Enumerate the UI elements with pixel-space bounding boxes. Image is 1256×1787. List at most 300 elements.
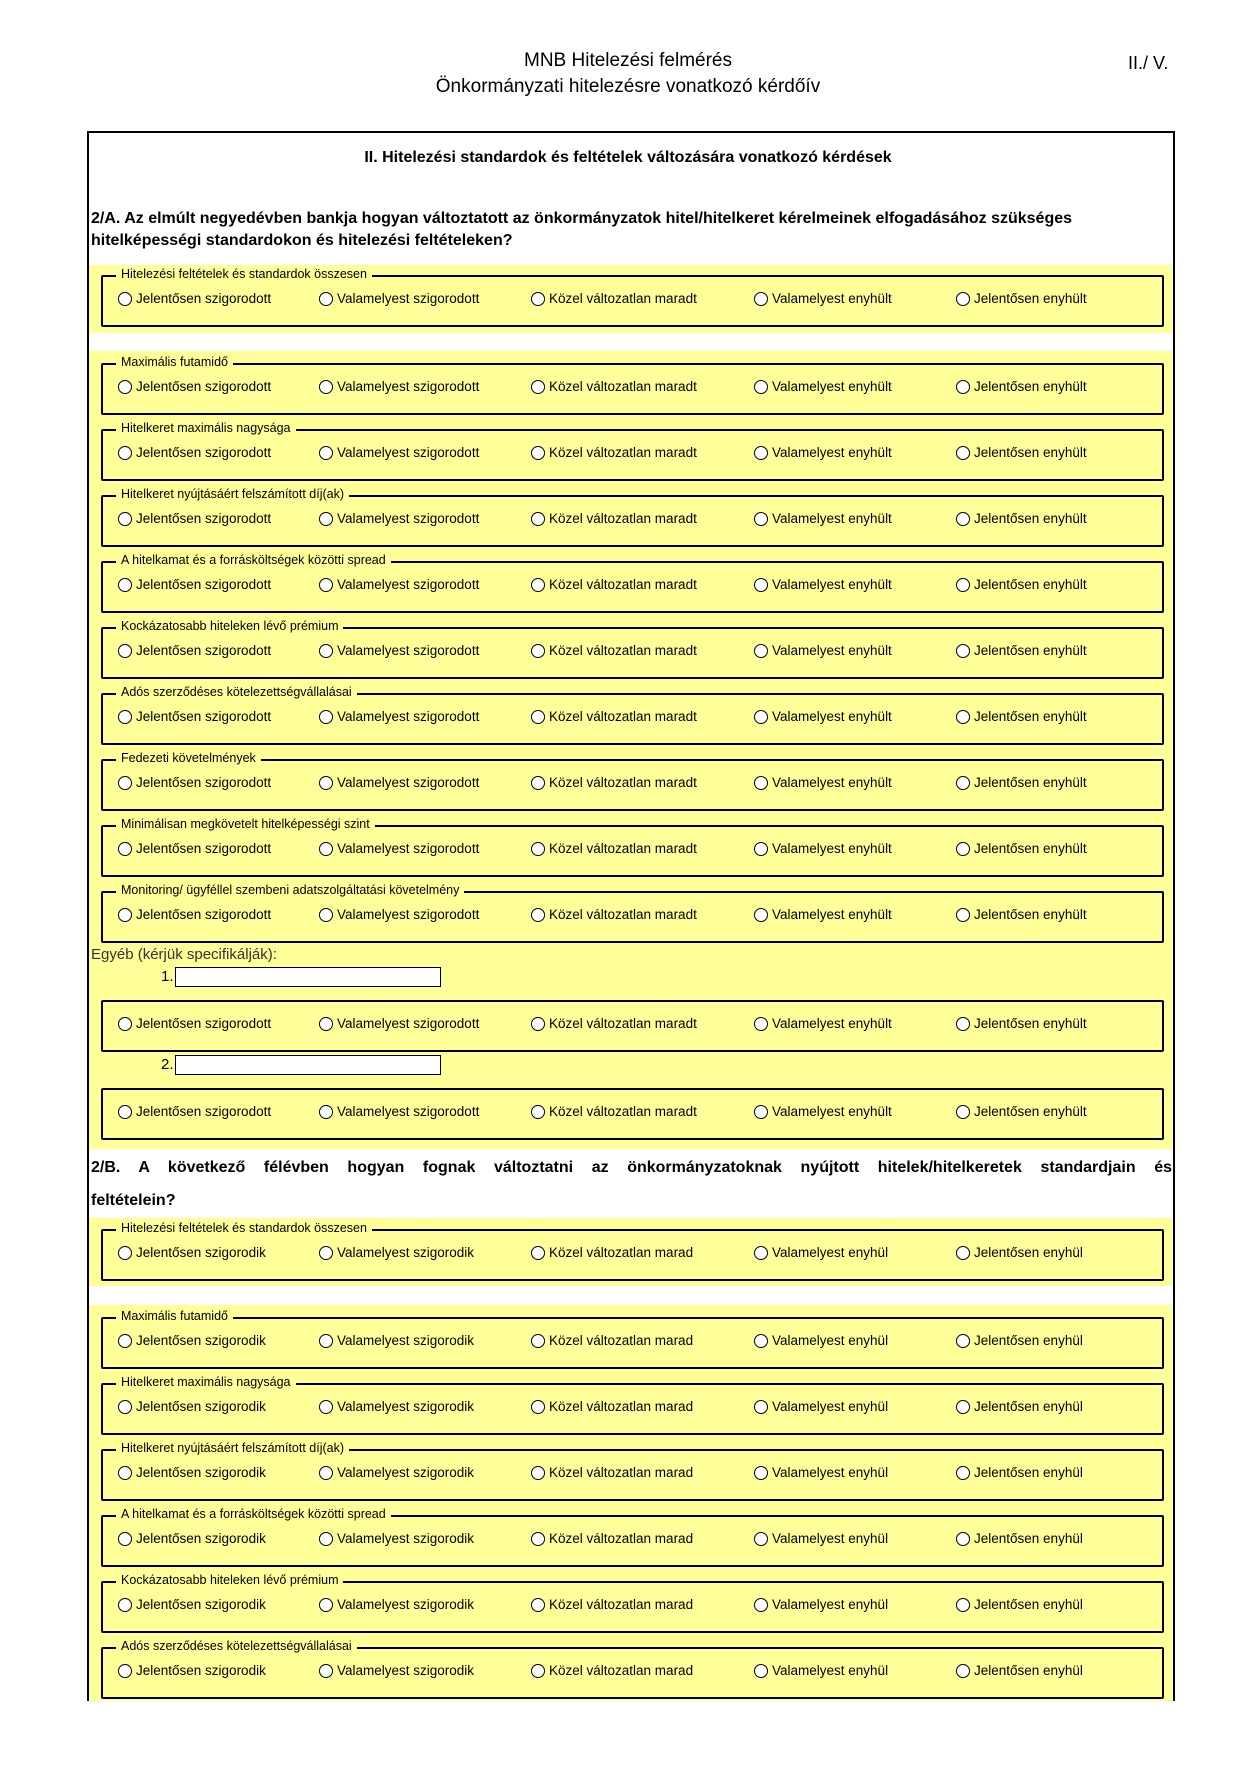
q2a-group-5-label: A hitelkamat és a forrásköltségek közötti spread (116, 553, 391, 567)
q2a-group-1-option-1[interactable] (118, 291, 271, 306)
q2a-group-3-option-3[interactable] (531, 445, 697, 460)
q2a-group-2-option-2[interactable] (319, 379, 479, 394)
q2a-group-5-option-5[interactable] (956, 577, 1087, 592)
q2a-group-3-option-1[interactable] (118, 445, 271, 460)
option-label: Jelentősen enyhült (974, 445, 1087, 460)
q2a-group-8-option-4[interactable] (754, 775, 892, 790)
q2b-group-1-option-4[interactable] (754, 1245, 888, 1260)
q2a-group-6-option-1[interactable] (118, 643, 271, 658)
q2b-group-7-option-5[interactable] (956, 1663, 1083, 1678)
radio-button-icon[interactable] (754, 1664, 768, 1678)
q2a-group-7-label: Adós szerződéses kötelezettségvállalásai (116, 685, 357, 699)
option-label: Valamelyest enyhült (772, 379, 892, 394)
radio-button-icon[interactable] (531, 1466, 545, 1480)
radio-button-icon[interactable] (319, 908, 333, 922)
radio-button-icon[interactable] (956, 644, 970, 658)
other-label: Egyéb (kérjük specifikálják): (91, 946, 277, 963)
option-label: Valamelyest enyhül (772, 1531, 889, 1546)
radio-button-icon[interactable] (531, 1105, 545, 1119)
radio-button-icon[interactable] (319, 578, 333, 592)
q2a-group-6 (101, 619, 1164, 679)
option-label: Jelentősen szigorodik (136, 1465, 266, 1480)
option-label: Jelentősen enyhül (974, 1465, 1083, 1480)
q2b-group-7-option-3[interactable] (531, 1663, 693, 1678)
option-label: Közel változatlan marad (549, 1333, 694, 1348)
q2a-group-4 (101, 487, 1164, 547)
q2a-group-8-option-1[interactable] (118, 775, 271, 790)
radio-button-icon[interactable] (118, 512, 132, 526)
q2a-group-1-option-2[interactable] (319, 291, 479, 306)
radio-button-icon[interactable] (754, 1246, 768, 1260)
q2a-group-7-option-4[interactable] (754, 709, 892, 724)
radio-button-icon[interactable] (319, 842, 333, 856)
question-2a: 2/A. Az elmúlt negyedévben bankja hogyan változtatott az önkormányzatok hitel/hitelkeret kérelmeinek elfogadásához szükséges hitelképességi standardokon és hitelezési feltételeken? (91, 210, 1073, 249)
option-label: Valamelyest szigorodott (337, 291, 480, 306)
radio-button-icon[interactable] (319, 776, 333, 790)
option-label: Jelentősen enyhült (974, 1104, 1087, 1119)
option-label: Valamelyest szigorodik (337, 1663, 475, 1678)
q2b-group-7-option-4[interactable] (754, 1663, 888, 1678)
option-label: Jelentősen szigorodott (136, 643, 272, 658)
radio-button-icon[interactable] (319, 644, 333, 658)
q2a-group-9-option-1[interactable] (118, 841, 271, 856)
option-label: Közel változatlan maradt (549, 577, 697, 592)
radio-button-icon[interactable] (531, 710, 545, 724)
radio-button-icon[interactable] (118, 1105, 132, 1119)
radio-button-icon[interactable] (956, 776, 970, 790)
radio-button-icon[interactable] (956, 1334, 970, 1348)
radio-button-icon[interactable] (956, 1664, 970, 1678)
q2a-group-5-option-3[interactable] (531, 577, 697, 592)
option-label: Közel változatlan maradt (549, 907, 697, 922)
q2a-group-1 (101, 267, 1164, 327)
radio-button-icon[interactable] (319, 1105, 333, 1119)
radio-button-icon[interactable] (531, 908, 545, 922)
q2a-group-2-option-3[interactable] (531, 379, 697, 394)
q2a-group-10-option-5[interactable] (956, 907, 1087, 922)
radio-button-icon[interactable] (531, 578, 545, 592)
option-label: Jelentősen enyhül (974, 1245, 1083, 1260)
radio-button-icon[interactable] (118, 1017, 132, 1031)
q2a-group-4-option-5[interactable] (956, 511, 1087, 526)
option-label: Jelentősen enyhült (974, 379, 1087, 394)
option-label: Valamelyest enyhült (772, 445, 892, 460)
q2a-other-group-1-option-4[interactable] (754, 1016, 892, 1031)
radio-button-icon[interactable] (118, 1334, 132, 1348)
radio-button-icon[interactable] (754, 578, 768, 592)
option-label: Jelentősen szigorodik (136, 1333, 266, 1348)
option-label: Valamelyest enyhül (772, 1245, 889, 1260)
option-label: Valamelyest enyhült (772, 775, 892, 790)
option-label: Közel változatlan marad (549, 1663, 694, 1678)
q2a-group-5-option-4[interactable] (754, 577, 892, 592)
radio-button-icon[interactable] (754, 644, 768, 658)
option-label: Jelentősen szigorodik (136, 1663, 266, 1678)
q2a-group-10-option-3[interactable] (531, 907, 697, 922)
radio-button-icon[interactable] (319, 1598, 333, 1612)
q2a-other-group-2-option-1[interactable] (118, 1104, 271, 1119)
q2b-group-6-option-3[interactable] (531, 1597, 693, 1612)
option-label: Valamelyest enyhült (772, 907, 892, 922)
radio-button-icon[interactable] (531, 1400, 545, 1414)
radio-button-icon[interactable] (118, 446, 132, 460)
q2a-other-group-2-option-5[interactable] (956, 1104, 1087, 1119)
q2b-group-3-option-3[interactable] (531, 1399, 693, 1414)
option-label: Valamelyest szigorodik (337, 1531, 475, 1546)
q2a-group-8-label: Fedezeti követelmények (116, 751, 261, 765)
option-label: Valamelyest enyhült (772, 511, 892, 526)
q2a-group-6-option-5[interactable] (956, 643, 1087, 658)
radio-button-icon[interactable] (118, 710, 132, 724)
q2a-group-6-option-2[interactable] (319, 643, 479, 658)
radio-button-icon[interactable] (956, 842, 970, 856)
radio-button-icon[interactable] (956, 908, 970, 922)
q2a-group-6-label: Kockázatosabb hiteleken lévő prémium (116, 619, 343, 633)
option-label: Jelentősen enyhül (974, 1663, 1083, 1678)
radio-button-icon[interactable] (531, 776, 545, 790)
q2a-other-group-2 (101, 1088, 1164, 1140)
q2a-group-3 (101, 421, 1164, 481)
option-label: Valamelyest szigorodott (337, 775, 480, 790)
option-label: Valamelyest szigorodott (337, 841, 480, 856)
q2b-group-5-option-4[interactable] (754, 1531, 888, 1546)
radio-button-icon[interactable] (118, 1532, 132, 1546)
option-label: Jelentősen szigorodik (136, 1597, 266, 1612)
question-2b: 2/B. A következő félévben hogyan fognak változtatni az önkormányzatoknak nyújtott hitelek/hitelkeretek standardjain és (91, 1159, 1172, 1176)
q2a-group-1-option-4[interactable] (754, 291, 892, 306)
q2b-group-7-option-1[interactable] (118, 1663, 266, 1678)
radio-button-icon[interactable] (956, 1105, 970, 1119)
radio-button-icon[interactable] (319, 1017, 333, 1031)
radio-button-icon[interactable] (956, 1400, 970, 1414)
q2b-group-5-label: A hitelkamat és a forrásköltségek közötti spread (116, 1507, 391, 1521)
radio-button-icon[interactable] (754, 512, 768, 526)
radio-button-icon[interactable] (956, 292, 970, 306)
q2a-group-2-option-5[interactable] (956, 379, 1087, 394)
radio-button-icon[interactable] (531, 446, 545, 460)
option-label: Valamelyest szigorodott (337, 907, 480, 922)
radio-button-icon[interactable] (531, 512, 545, 526)
radio-button-icon[interactable] (531, 1532, 545, 1546)
q2b-group-7-option-2[interactable] (319, 1663, 474, 1678)
q2b-group-3-option-5[interactable] (956, 1399, 1083, 1414)
q2a-other-group-2-option-3[interactable] (531, 1104, 697, 1119)
radio-button-icon[interactable] (118, 644, 132, 658)
q2a-group-4-label: Hitelkeret nyújtásáért felszámított díj(ak) (116, 487, 349, 501)
option-label: Közel változatlan marad (549, 1245, 694, 1260)
radio-button-icon[interactable] (956, 1532, 970, 1546)
q2b-group-2-option-1[interactable] (118, 1333, 266, 1348)
radio-button-icon[interactable] (319, 1334, 333, 1348)
option-label: Közel változatlan maradt (549, 1016, 697, 1031)
option-label: Jelentősen enyhült (974, 511, 1087, 526)
q2a-other-group-1-option-5[interactable] (956, 1016, 1087, 1031)
option-label: Jelentősen enyhült (974, 1016, 1087, 1031)
radio-button-icon[interactable] (118, 908, 132, 922)
option-label: Valamelyest enyhül (772, 1597, 889, 1612)
radio-button-icon[interactable] (118, 1598, 132, 1612)
radio-button-icon[interactable] (956, 1466, 970, 1480)
option-label: Valamelyest szigorodott (337, 1016, 480, 1031)
q2b-group-1-option-5[interactable] (956, 1245, 1083, 1260)
q2b-group-2-option-2[interactable] (319, 1333, 474, 1348)
option-label: Valamelyest szigorodik (337, 1333, 475, 1348)
radio-button-icon[interactable] (956, 1246, 970, 1260)
q2a-group-3-option-2[interactable] (319, 445, 479, 460)
option-label: Valamelyest szigorodott (337, 1104, 480, 1119)
q2a-group-10-option-2[interactable] (319, 907, 479, 922)
radio-button-icon[interactable] (754, 1334, 768, 1348)
option-label: Jelentősen enyhült (974, 841, 1087, 856)
q2a-group-2-option-1[interactable] (118, 379, 271, 394)
q2b-group-5-option-3[interactable] (531, 1531, 693, 1546)
q2a-group-5-option-2[interactable] (319, 577, 479, 592)
q2b-group-3-option-1[interactable] (118, 1399, 266, 1414)
q2b-group-6-label: Kockázatosabb hiteleken lévő prémium (116, 1573, 343, 1587)
radio-button-icon[interactable] (754, 380, 768, 394)
radio-button-icon[interactable] (319, 446, 333, 460)
q2a-group-9-option-5[interactable] (956, 841, 1087, 856)
radio-button-icon[interactable] (754, 1105, 768, 1119)
q2b-group-4-label: Hitelkeret nyújtásáért felszámított díj(ak) (116, 1441, 349, 1455)
radio-button-icon[interactable] (531, 292, 545, 306)
q2a-group-6-option-4[interactable] (754, 643, 892, 658)
q2a-group-8-option-2[interactable] (319, 775, 479, 790)
q2a-other-group-2-option-4[interactable] (754, 1104, 892, 1119)
option-label: Valamelyest szigorodik (337, 1399, 475, 1414)
option-label: Közel változatlan marad (549, 1597, 694, 1612)
radio-button-icon[interactable] (319, 1466, 333, 1480)
q2a-group-3-option-4[interactable] (754, 445, 892, 460)
option-label: Jelentősen enyhült (974, 291, 1087, 306)
q2b-group-3-option-4[interactable] (754, 1399, 888, 1414)
option-label: Jelentősen szigorodott (136, 511, 272, 526)
q2a-group-6-option-3[interactable] (531, 643, 697, 658)
radio-button-icon[interactable] (118, 1246, 132, 1260)
q2a-group-7-option-1[interactable] (118, 709, 271, 724)
q2b-group-2-option-4[interactable] (754, 1333, 888, 1348)
option-label: Jelentősen szigorodott (136, 1016, 272, 1031)
q2b-group-1-option-2[interactable] (319, 1245, 474, 1260)
q2a-group-9-option-2[interactable] (319, 841, 479, 856)
option-label: Jelentősen enyhült (974, 643, 1087, 658)
option-label: Valamelyest enyhült (772, 1104, 892, 1119)
q2b-group-3 (101, 1375, 1164, 1435)
q2b-group-4-option-1[interactable] (118, 1465, 266, 1480)
option-label: Valamelyest enyhült (772, 709, 892, 724)
radio-button-icon[interactable] (319, 1664, 333, 1678)
option-label: Jelentősen szigorodik (136, 1245, 266, 1260)
option-label: Közel változatlan maradt (549, 841, 697, 856)
radio-button-icon[interactable] (319, 710, 333, 724)
radio-button-icon[interactable] (118, 842, 132, 856)
survey-title: MNB Hitelezési felmérés (524, 50, 732, 71)
radio-button-icon[interactable] (319, 380, 333, 394)
radio-button-icon[interactable] (319, 512, 333, 526)
radio-button-icon[interactable] (956, 1017, 970, 1031)
option-label: Valamelyest enyhül (772, 1399, 889, 1414)
q2b-group-6-option-5[interactable] (956, 1597, 1083, 1612)
radio-button-icon[interactable] (319, 1246, 333, 1260)
q2b-group-1-option-3[interactable] (531, 1245, 693, 1260)
option-label: Valamelyest szigorodik (337, 1465, 475, 1480)
q2b-group-5-option-5[interactable] (956, 1531, 1083, 1546)
q2b-group-5-option-2[interactable] (319, 1531, 474, 1546)
q2a-group-3-option-5[interactable] (956, 445, 1087, 460)
option-label: Jelentősen enyhül (974, 1333, 1083, 1348)
q2a-group-8-option-5[interactable] (956, 775, 1087, 790)
radio-button-icon[interactable] (118, 292, 132, 306)
q2a-group-10-option-4[interactable] (754, 907, 892, 922)
radio-button-icon[interactable] (754, 1598, 768, 1612)
option-label: Jelentősen szigorodott (136, 907, 272, 922)
option-label: Jelentősen szigorodott (136, 445, 272, 460)
q2a-group-4-option-2[interactable] (319, 511, 479, 526)
radio-button-icon[interactable] (118, 380, 132, 394)
option-label: Valamelyest szigorodott (337, 577, 480, 592)
radio-button-icon[interactable] (531, 1017, 545, 1031)
section-title: II. Hitelezési standardok és feltételek változására vonatkozó kérdések (364, 149, 892, 166)
option-label: Közel változatlan maradt (549, 379, 697, 394)
q2b-group-2-option-3[interactable] (531, 1333, 693, 1348)
option-label: Jelentősen szigorodott (136, 709, 272, 724)
q2b-group-1-label: Hitelezési feltételek és standardok összesen (116, 1221, 372, 1235)
radio-button-icon[interactable] (118, 578, 132, 592)
q2a-group-7-option-3[interactable] (531, 709, 697, 724)
option-label: Jelentősen enyhült (974, 577, 1087, 592)
q2b-group-5-option-1[interactable] (118, 1531, 266, 1546)
radio-button-icon[interactable] (754, 1466, 768, 1480)
other-item-2-label: 2. (161, 1056, 174, 1073)
radio-button-icon[interactable] (118, 776, 132, 790)
q2a-other-group-1-option-2[interactable] (319, 1016, 479, 1031)
radio-button-icon[interactable] (956, 380, 970, 394)
option-label: Jelentősen szigorodott (136, 1104, 272, 1119)
radio-button-icon[interactable] (956, 578, 970, 592)
other-item-1-input[interactable] (175, 967, 441, 987)
q2a-group-5-option-1[interactable] (118, 577, 271, 592)
radio-button-icon[interactable] (956, 512, 970, 526)
radio-button-icon[interactable] (754, 1532, 768, 1546)
radio-button-icon[interactable] (531, 1246, 545, 1260)
q2a-group-7 (101, 685, 1164, 745)
q2a-group-1-label: Hitelezési feltételek és standardok összesen (116, 267, 372, 281)
radio-button-icon[interactable] (531, 644, 545, 658)
q2a-group-9 (101, 817, 1164, 877)
q2a-other-group-1-option-3[interactable] (531, 1016, 697, 1031)
radio-button-icon[interactable] (754, 446, 768, 460)
radio-button-icon[interactable] (531, 1598, 545, 1612)
q2a-group-9-option-4[interactable] (754, 841, 892, 856)
option-label: Jelentősen szigorodik (136, 1531, 266, 1546)
radio-button-icon[interactable] (754, 908, 768, 922)
option-label: Jelentősen szigorodott (136, 577, 272, 592)
q2b-group-1-option-1[interactable] (118, 1245, 266, 1260)
q2a-group-2-option-4[interactable] (754, 379, 892, 394)
q2b-group-2-option-5[interactable] (956, 1333, 1083, 1348)
option-label: Valamelyest enyhül (772, 1333, 889, 1348)
radio-button-icon[interactable] (754, 776, 768, 790)
radio-button-icon[interactable] (531, 1334, 545, 1348)
q2a-group-7-option-2[interactable] (319, 709, 479, 724)
option-label: Jelentősen szigorodott (136, 841, 272, 856)
radio-button-icon[interactable] (754, 710, 768, 724)
option-label: Valamelyest szigorodik (337, 1245, 475, 1260)
q2a-other-group-2-option-2[interactable] (319, 1104, 479, 1119)
radio-button-icon[interactable] (531, 380, 545, 394)
option-label: Valamelyest szigorodott (337, 643, 480, 658)
q2a-group-8 (101, 751, 1164, 811)
q2b-group-4-option-3[interactable] (531, 1465, 693, 1480)
q2a-group-1-option-3[interactable] (531, 291, 697, 306)
q2a-group-9-option-3[interactable] (531, 841, 697, 856)
radio-button-icon[interactable] (531, 1664, 545, 1678)
option-label: Valamelyest szigorodik (337, 1597, 475, 1612)
option-label: Valamelyest enyhült (772, 1016, 892, 1031)
option-label: Közel változatlan maradt (549, 445, 697, 460)
q2a-group-3-label: Hitelkeret maximális nagysága (116, 421, 296, 435)
radio-button-icon[interactable] (118, 1664, 132, 1678)
option-label: Közel változatlan marad (549, 1531, 694, 1546)
radio-button-icon[interactable] (956, 710, 970, 724)
radio-button-icon[interactable] (118, 1466, 132, 1480)
q2a-group-10-option-1[interactable] (118, 907, 271, 922)
q2b-group-4-option-5[interactable] (956, 1465, 1083, 1480)
radio-button-icon[interactable] (319, 1400, 333, 1414)
option-label: Valamelyest enyhült (772, 841, 892, 856)
radio-button-icon[interactable] (956, 446, 970, 460)
q2b-group-6-option-1[interactable] (118, 1597, 266, 1612)
q2a-group-1-option-5[interactable] (956, 291, 1087, 306)
q2a-group-4-option-4[interactable] (754, 511, 892, 526)
option-label: Valamelyest enyhül (772, 1663, 889, 1678)
radio-button-icon[interactable] (319, 1532, 333, 1546)
q2a-other-group-1-option-1[interactable] (118, 1016, 271, 1031)
q2b-group-3-label: Hitelkeret maximális nagysága (116, 1375, 296, 1389)
q2a-group-4-option-3[interactable] (531, 511, 697, 526)
q2a-group-7-option-5[interactable] (956, 709, 1087, 724)
radio-button-icon[interactable] (754, 842, 768, 856)
q2b-group-2 (101, 1309, 1164, 1369)
survey-subtitle: Önkormányzati hitelezésre vonatkozó kérdőív (435, 76, 821, 97)
option-label: Valamelyest szigorodott (337, 445, 480, 460)
q2b-group-4-option-2[interactable] (319, 1465, 474, 1480)
radio-button-icon[interactable] (118, 1400, 132, 1414)
other-item-1-label: 1. (161, 968, 174, 985)
radio-button-icon[interactable] (531, 842, 545, 856)
other-item-2-input[interactable] (175, 1055, 441, 1075)
q2a-group-2 (101, 355, 1164, 415)
radio-button-icon[interactable] (319, 292, 333, 306)
radio-button-icon[interactable] (754, 292, 768, 306)
q2b-group-1 (101, 1221, 1164, 1281)
radio-button-icon[interactable] (956, 1598, 970, 1612)
q2a-group-4-option-1[interactable] (118, 511, 271, 526)
q2b-group-2-label: Maximális futamidő (116, 1309, 233, 1323)
q2b-group-6 (101, 1573, 1164, 1633)
radio-button-icon[interactable] (754, 1017, 768, 1031)
q2a-group-8-option-3[interactable] (531, 775, 697, 790)
q2b-group-5 (101, 1507, 1164, 1567)
option-label: Jelentősen enyhült (974, 709, 1087, 724)
radio-button-icon[interactable] (754, 1400, 768, 1414)
q2b-group-3-option-2[interactable] (319, 1399, 474, 1414)
q2b-group-6-option-4[interactable] (754, 1597, 888, 1612)
q2b-group-4-option-4[interactable] (754, 1465, 888, 1480)
q2b-group-7-label: Adós szerződéses kötelezettségvállalásai (116, 1639, 357, 1653)
q2b-group-6-option-2[interactable] (319, 1597, 474, 1612)
option-label: Jelentősen enyhül (974, 1531, 1083, 1546)
